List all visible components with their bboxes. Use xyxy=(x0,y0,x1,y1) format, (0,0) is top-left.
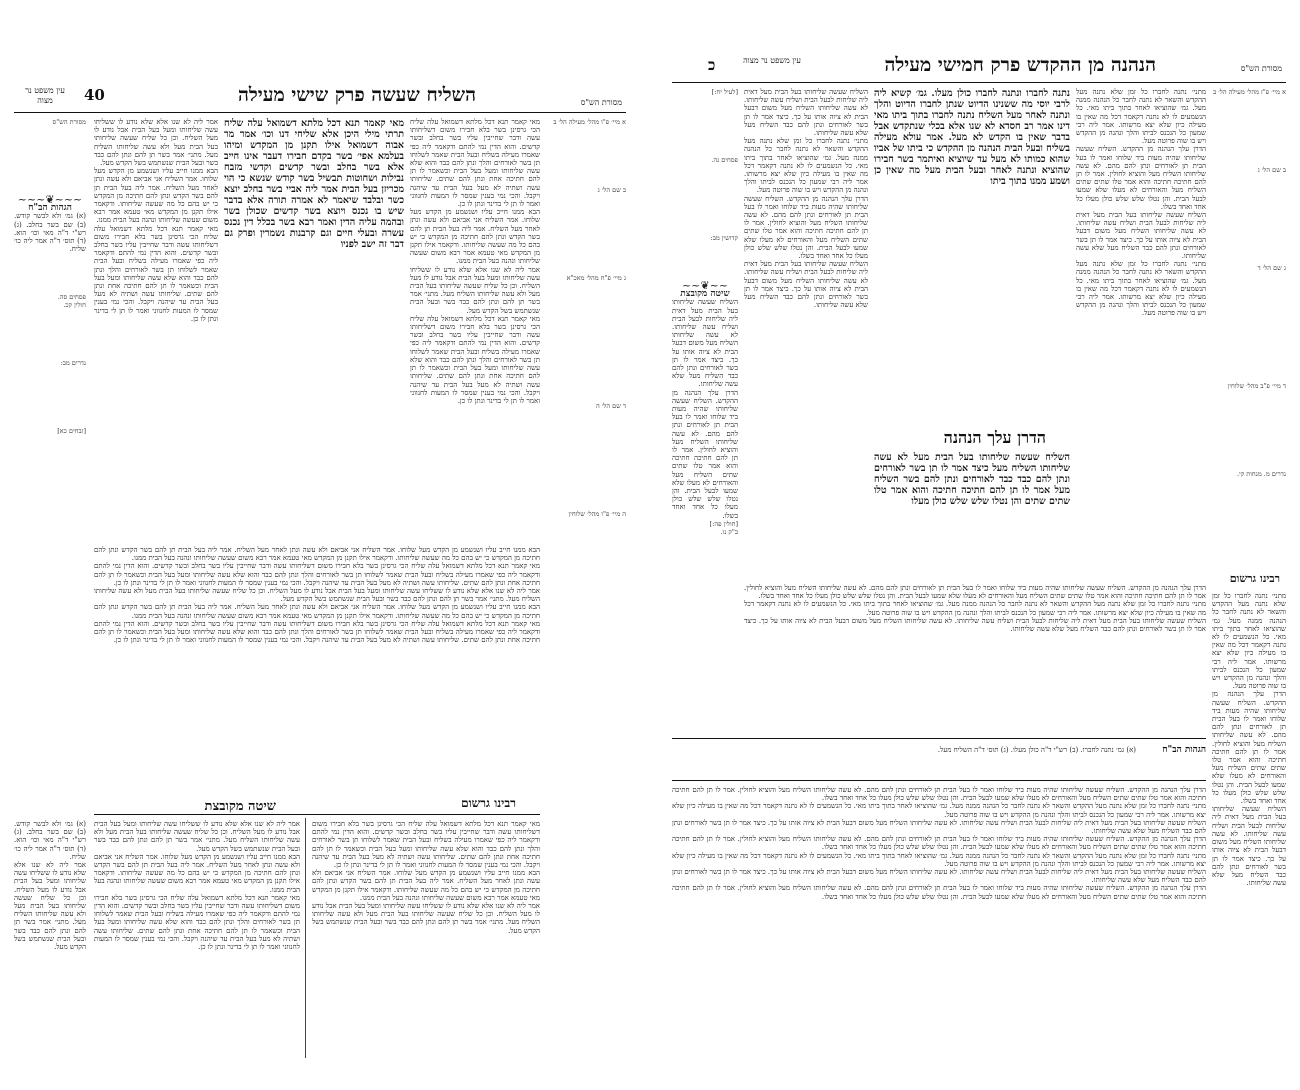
left-margin-right xyxy=(546,118,626,678)
commentary-text: הבא ממנו חייב עליו ושנשמע מן הקדש מעל שלוחו. אמר השליח אני אביאם ולא עשה ונתן לאחר מעל השליח. אמר ליה בעל הבית תן להם בשר הקדש ונתן להם חתיכה מן המקדש כי יש בהם כל מה שעשה שליחותו. ודקאמר אילו תקנן מן המקדש מאי טעמא אמר רבא משום שעשה שליחותו ונהנה בעל הבית ממנו. xyxy=(410,208,540,266)
commentary-text: הדרן עלך הנהנה מן ההקדש. השליח שעשה שליחותו שהיה מעות ביד שלוחו ואמר לו בעל הבית תן לאורחים ונתן להם מהם. לא עשה שליחותו השליח מעל והוציא לחולין. אמר לו תן להם חתיכה חתיכה והוא אמר טלו שתים שתים השליח מעל והאורחים לא מעלו שלא שמעו לבעל הבית. והן נטלו שלש שלש כולן מעלו כל אחד ואחד בשלו. xyxy=(744,194,868,261)
left-lower-commentary xyxy=(94,546,540,786)
right-main-text-2 xyxy=(874,452,1070,578)
right-header-title: הנהנה מן ההקדש פרק חמישי מעילה xyxy=(884,54,1156,76)
commentary-text: מאי קאמר תנא דכל מלתא דשמואל עלה שליח הכי גרסינן בשר בלא חבירו משום דשליחותו עשה ודבר שחייבין עליו בשר בחלב ובשר קדשים. והוא הדין נמי להתם ודקאמר ליה כפי שאמרו מעילה בשליח ובעל הבית שאמר לשלוחו תן בשר לאורחים והלך ונתן להם כבד והוא שלא עשה שליחותו ומעל בעל הבית וכשאמר לו תן להם חתיכה אחת ונתן להם שתים. שליחותו עשה ושתיה לא מעל בעל הבית עד שיהנה ויקבל. והכי נמי בענין שמסר לו המעות לחנווני ואמר לו תן לי בדינר ונתן לו כן. xyxy=(312,820,540,870)
margin-note: [חולין פה:] xyxy=(709,519,738,528)
commentary-text: השליח שעשה שליחותו בעל הבית מעל דאית ליה שליחות לבעל הבית ושליח עשה שליחותו. לא עשה שליחותו השליח מעל משום דבעל הבית לא ציוה אותו על כך. כיצד אמר לו תן בשר לאורחים ונתן להם כבד השליח מעל שלא עשה שליחותו. xyxy=(672,818,1206,836)
left-bottom-margin xyxy=(14,820,86,1056)
commentary-text: השליח שעשה שליחותו בעל הבית מעל דאית ליה שליחות לבעל הבית ושליח עשה שליחותו. לא עשה שליחותו השליח מעל משום דבעל הבית לא ציוה אותו על כך. כיצד אמר לו תן בשר לאורחים ונתן להם כבד השליח מעל שלא עשה שליחותו. xyxy=(1076,211,1206,261)
commentary-text: השליח שעשה שליחותו בעל הבית מעל דאית ליה שליחות לבעל הבית ושליח עשה שליחותו. לא עשה שליחותו השליח מעל משום דבעל הבית לא ציוה אותו על כך. כיצד אמר לו תן בשר לאורחים ונתן להם כבד השליח מעל שלא עשה שליחותו. xyxy=(744,616,1206,634)
commentary-text: הדרן עלך הנהנה מן ההקדש. השליח שעשה שליחותו שהיה מעות ביד שלוחו ואמר לו בעל הבית תן לאורחים ונתן להם מהם. לא עשה שליחותו השליח מעל והוציא לחולין. אמר לו תן להם חתיכה חתיכה והוא אמר טלו שתים שתים השליח מעל והאורחים לא מעלו שלא שמעו לבעל הבית. והן נטלו שלש שלש כולן מעלו כל אחד ואחד בשלו. xyxy=(1212,690,1286,806)
right-folio-number: כ xyxy=(708,56,716,74)
margin-note: [זבחים כא] xyxy=(57,427,86,436)
commentary-text: הבא ממנו חייב עליו ושנשמע מן הקדש מעל שלוחו. אמר השליח אני אביאם ולא עשה ונתן לאחר מעל השליח. אמר ליה בעל הבית תן להם בשר הקדש ונתן להם חתיכה מן המקדש כי יש בהם כל מה שעשה שליחותו. ודקאמר אילו תקנן מן המקדש מאי טעמא אמר רבא משום שעשה שליחותו ונהנה בעל הבית ממנו. xyxy=(94,603,540,620)
commentary-text: השליח שעשה שליחותו בעל הבית מעל דאית ליה שליחות לבעל הבית ושליח עשה שליחותו. לא עשה שליחותו השליח מעל משום דבעל הבית לא ציוה אותו על כך. כיצד אמר לו תן בשר לאורחים ונתן להם כבד השליח מעל שלא עשה שליחותו. xyxy=(672,298,738,389)
commentary-text: הדרן עלך הנהנה מן ההקדש. השליח שעשה שליחותו שהיה מעות ביד שלוחו ואמר לו בעל הבית תן לאורחים ונתן להם מהם. לא עשה שליחותו השליח מעל והוציא לחולין. אמר לו תן להם חתיכה חתיכה והוא אמר טלו שתים שתים השליח מעל והאורחים לא מעלו שלא שמעו לבעל הבית. והן נטלו שלש שלש כולן מעלו כל אחד ואחד בשלו. xyxy=(672,388,738,520)
left-column-divider xyxy=(305,818,306,1058)
right-page xyxy=(672,52,1286,1062)
right-hadran-heading: הדרן עלך הנהנה xyxy=(943,428,1046,447)
right-ein-mishpat-label: עין משפט נר מצוה xyxy=(743,56,801,65)
right-margin-left xyxy=(672,88,738,728)
commentary-text: הבא ממנו חייב עליו ושנשמע מן הקדש מעל שלוחו. אמר השליח אני אביאם ולא עשה ונתן לאחר מעל השליח. אמר ליה בעל הבית תן להם בשר הקדש ונתן להם חתיכה מן המקדש כי יש בהם כל מה שעשה שליחותו. ודקאמר אילו תקנן מן המקדש מאי טעמא אמר רבא משום שעשה שליחותו ונהנה בעל הבית ממנו. xyxy=(94,167,218,225)
right-rashi-heading: רבינו גרשום xyxy=(1229,572,1280,585)
gemara-text: נתנה לחברו ונתנה לחברו כולן מעלו. גמ׳ קשיא ליה לרבי יוסי מה ששנינו הדיוט שנתן לחברו הדיוט והלך ונתנה לאחר מעל השליח נתנה לחברו בתוך ביתו מאי דינו אמר רב חסדא לא שנו אלא בכלי שנתקדש אבל בדבר שאין בו הקדש לא מעל. אמר עולא מעילה בשליח ובעל הבית הנהנה מן ההקדש כי ביתו של אביו שהוא כמותו לא מעל עד שיוציא ואיתמר בשר חבירו שהוציא ונתנה לאחר ובעל הבית מעל מה שאין כן ושמע ממנו בתוך ביתו xyxy=(874,88,1070,187)
commentary-text: אמר ליה לא שנו אלא שלא נודע לו ששליחו עשה שליחותו ומעל בעל הבית אבל נודע לו מעל השליח. וכן כל שליח שעשה שליחותו בעל הבית מעל ולא עשה שליחותו השליח מעל. מתני׳ אמר בשר תן להם ונתן להם כבד בשר ובעל הבית שנשתמש בשל הקדש מעל. xyxy=(94,118,218,168)
left-folio-number: 40 xyxy=(84,86,105,104)
commentary-text: הבא ממנו חייב עליו ושנשמע מן הקדש מעל שלוחו. אמר השליח אני אביאם ולא עשה ונתן לאחר מעל השליח. אמר ליה בעל הבית תן להם בשר הקדש ונתן להם חתיכה מן המקדש כי יש בהם כל מה שעשה שליחותו. ודקאמר אילו תקנן מן המקדש מאי טעמא אמר רבא משום שעשה שליחותו ונהנה בעל הבית ממנו. xyxy=(94,546,540,563)
margin-note: חולין קכ. xyxy=(63,301,86,310)
commentary-text: מאי קאמר תנא דכל מלתא דשמואל עלה שליח הכי גרסינן בשר בלא חבירו משום דשליחותו עשה ודבר שחייבין עליו בשר בחלב ובשר קדשים. והוא הדין נמי להתם ודקאמר ליה כפי שאמרו מעילה בשליח ובעל הבית שאמר לשלוחו תן בשר לאורחים והלך ונתן להם כבד והוא שלא עשה שליחותו ומעל בעל הבית וכשאמר לו תן להם חתיכה אחת ונתן להם שתים. שליחותו עשה ושתיה לא מעל בעל הבית עד שיהנה ויקבל. והכי נמי בענין שמסר לו המעות לחנווני ואמר לו תן לי בדינר ונתן לו כן. xyxy=(410,118,540,209)
margin-note: ג מיי׳ פ"ח מהל׳ מאכ"א xyxy=(566,274,626,282)
right-lower-commentary xyxy=(744,584,1206,732)
right-page-header xyxy=(672,52,1286,83)
left-header-title: השליח שעשה פרק שישי מעילה xyxy=(237,84,476,106)
commentary-text: מתני׳ נתנה לחברו כל זמן שלא נתנה מעל ההקדש והשאר לא נתנה לחבר כל הנהנה ממנה מעל. גמ׳ שהוציאו לאחר בתוך ביתו מאי. כל הנשמעים לו לא נתנה דקאמר דכל מה שאין בו מעילה כיון שלא יצא מרשותו. אמר ליה רבי שמעון כל הנכנס לביתו והלך ונהנה מן ההקדש ויש בו שוה פרוטה מעל. xyxy=(1076,260,1206,318)
commentary-text: מתני׳ נתנה לחברו כל זמן שלא נתנה מעל ההקדש והשאר לא נתנה לחבר כל הנהנה ממנה מעל. גמ׳ שהוציאו לאחר בתוך ביתו מאי. כל הנשמעים לו לא נתנה דקאמר דכל מה שאין בו מעילה כיון שלא יצא מרשותו. אמר ליה רבי שמעון כל הנכנס לביתו והלך ונהנה מן ההקדש ויש בו שוה פרוטה מעל. xyxy=(672,851,1206,868)
commentary-text: השליח שעשה שליחותו בעל הבית מעל דאית ליה שליחות לבעל הבית ושליח עשה שליחותו. לא עשה שליחותו השליח מעל משום דבעל הבית לא ציוה אותו על כך. כיצד אמר לו תן בשר לאורחים ונתן להם כבד השליח מעל שלא עשה שליחותו. xyxy=(744,88,868,138)
margin-note: א מיי׳ פ"ז מהל׳ מעילה הל׳ ב xyxy=(1213,88,1286,96)
commentary-text: השליח שעשה שליחותו בעל הבית מעל דאית ליה שליחות לבעל הבית ושליח עשה שליחותו. לא עשה שליחותו השליח מעל משום דבעל הבית לא ציוה אותו על כך. כיצד אמר לו תן בשר לאורחים ונתן להם כבד השליח מעל שלא עשה שליחותו. xyxy=(672,868,1206,885)
left-margin-left xyxy=(14,118,86,678)
left-shita-heading: שיטה מקובצת xyxy=(204,799,276,814)
commentary-text: מתני׳ נתנה לחברו כל זמן שלא נתנה מעל ההקדש והשאר לא נתנה לחבר כל הנהנה ממנה מעל. גמ׳ שהוציאו לאחר בתוך ביתו מאי. כל הנשמעים לו לא נתנה דקאמר דכל מה שאין בו מעילה כיון שלא יצא מרשותו. אמר ליה רבי שמעון כל הנכנס לביתו והלך ונהנה מן ההקדש ויש בו שוה פרוטה מעל. xyxy=(1076,88,1206,146)
margin-note: ד מיי׳ פ"ב מהל׳ שלוחין xyxy=(1227,382,1286,390)
right-bottom-commentary xyxy=(672,786,1206,1056)
commentary-text: אמר ליה לא שנו אלא שלא נודע לו ששליחו עשה שליחותו ומעל בעל הבית אבל נודע לו מעל השליח. וכן כל שליח שעשה שליחותו בעל הבית מעל ולא עשה שליחותו השליח מעל. מתני׳ אמר בשר תן להם ונתן להם כבד בשר ובעל הבית שנשתמש בשל הקדש מעל. xyxy=(94,820,300,853)
margin-note: נדרים מ. מנחות קי. xyxy=(1236,470,1286,478)
left-page xyxy=(14,82,626,1058)
commentary-text: אמר ליה לא שנו אלא שלא נודע לו ששליחו עשה שליחותו ומעל בעל הבית אבל נודע לו מעל השליח. וכן כל שליח שעשה שליחותו בעל הבית מעל ולא עשה שליחותו השליח מעל. מתני׳ אמר בשר תן להם ונתן להם כבד בשר ובעל הבית שנשתמש בשל הקדש מעל. xyxy=(410,265,540,315)
right-shita-heading-margin: שיטה מקובצת xyxy=(680,289,730,300)
right-hagahot-heading: הגהות הב"ח xyxy=(1162,745,1206,755)
margin-note: ב שם הל׳ ג xyxy=(597,186,626,194)
right-lower-rule xyxy=(672,780,1206,781)
right-main-text xyxy=(874,88,1070,424)
right-bottom-rule xyxy=(672,738,1206,739)
margin-note: ה מיי׳ פ"ו מהל׳ שלוחין xyxy=(568,510,626,518)
commentary-text: אמר ליה לא שנו אלא שלא נודע לו ששליחו עשה שליחותו ומעל בעל הבית אבל נודע לו מעל השליח. וכן כל שליח שעשה שליחותו בעל הבית מעל ולא עשה שליחותו השליח מעל. מתני׳ אמר בשר תן להם ונתן להם כבד בשר ובעל הבית שנשתמש בשל הקדש מעל. xyxy=(312,902,540,935)
margin-note: קדושין מב: xyxy=(710,234,738,242)
left-ein-mishpat-label: עין משפט נר מצוה xyxy=(25,86,65,105)
left-hagahot-heading: הגהות הב"ח xyxy=(28,203,72,214)
hagahot-text: (א) גמ׳ ולא לבשר קודש. (ב) שם בשר בחלב. (ג) רש"י ד"ה מאי וכו׳ הוא. (ד) תוס׳ ד"ה אמר ליה כו׳ שליח. xyxy=(14,212,86,254)
right-masoret-label: מסורת הש"ס xyxy=(1240,64,1282,73)
left-rashi-heading: רבינו גרשום xyxy=(461,796,516,810)
gemara-text: מאי קאמר תנא דכל מלתא דשמואל עלה שליח תרתי מילי היכן אלא שליחי דנו וכו׳ אמר מר אבוה דשמואל אילו תקנן מן המקדש ומיהו בעלמא אפי׳ בשר בקדם חבירו דעבר אינו חייב אלא בשר בחלב ובשר קדשים וקדשי מזבח נבילות ושחוטות תבשיל בשר קודש שנשא כי הוי מכריזן בעל הבית אמר ליה אביי בשר בחלב יוצא כשר ובלבד שיאמר לא אמרה תורה אלא בדבר שיש בו נכנס ויוצא בשר קדשים שכולן בשר ובהמה עליה הדין ואמר רבא בשר בכלל דין נכנס עשרה ובעלי חיים וגם קרבנות נשמרין ופרק גם דבר זה ישב לפניו xyxy=(224,118,404,250)
commentary-text: הדרן עלך הנהנה מן ההקדש. השליח שעשה שליחותו שהיה מעות ביד שלוחו ואמר לו בעל הבית תן לאורחים ונתן להם מהם. לא עשה שליחותו השליח מעל והוציא לחולין. אמר לו תן להם חתיכה חתיכה והוא אמר טלו שתים שתים השליח מעל והאורחים לא מעלו שלא שמעו לבעל הבית. והן נטלו שלש שלש כולן מעלו כל אחד ואחד בשלו. xyxy=(672,835,1206,852)
commentary-text: מאי קאמר תנא דכל מלתא דשמואל עלה שליח הכי גרסינן בשר בלא חבירו משום דשליחותו עשה ודבר שחייבין עליו בשר בחלב ובשר קדשים. והוא הדין נמי להתם ודקאמר ליה כפי שאמרו מעילה בשליח ובעל הבית שאמר לשלוחו תן בשר לאורחים והלך ונתן להם כבד והוא שלא עשה שליחותו ומעל בעל הבית וכשאמר לו תן להם חתיכה אחת ונתן להם שתים. שליחותו עשה ושתיה לא מעל בעל הבית עד שיהנה ויקבל. והכי נמי בענין שמסר לו המעות לחנווני ואמר לו תן לי בדינר ונתן לו כן. xyxy=(94,893,300,952)
hagahot-text: (א) גמ׳ נתנה לחברו. (ב) רש"י ד"ה כולן מעלו. (ג) תוס׳ ד"ה השליח מעל. xyxy=(937,746,1136,754)
left-main-text xyxy=(224,118,404,488)
ornament-divider: ~~❦~~ xyxy=(681,279,729,292)
commentary-text: מתני׳ נתנה לחברו כל זמן שלא נתנה מעל ההקדש והשאר לא נתנה לחבר כל הנהנה ממנה מעל. גמ׳ שהוציאו לאחר בתוך ביתו מאי. כל הנשמעים לו לא נתנה דקאמר דכל מה שאין בו מעילה כיון שלא יצא מרשותו. אמר ליה רבי שמעון כל הנכנס לביתו והלך ונהנה מן ההקדש ויש בו שוה פרוטה מעל. xyxy=(744,600,1206,617)
margin-note: פסחים סה. xyxy=(57,293,86,302)
gemara-text: השליח שעשה שליחותו בעל הבית מעל לא עשה שליחותו השליח מעל כיצד אמר לו תן בשר לאורחים ונתן להם כבד כבד לאורחים ונתן להם בשר השליח מעל אמר לו תן להם חתיכה חתיכה והוא אמר טלו שתים שתים והן נטלו שלש שלש כולן מעלו xyxy=(874,452,1070,507)
commentary-text: השליח שעשה שליחותו בעל הבית מעל דאית ליה שליחות לבעל הבית ושליח עשה שליחותו. לא עשה שליחותו השליח מעל משום דבעל הבית לא ציוה אותו על כך. כיצד אמר לו תן בשר לאורחים ונתן להם כבד השליח מעל שלא עשה שליחותו. xyxy=(744,260,868,310)
right-commentary-right-column xyxy=(1076,88,1206,578)
margin-note: ב"ק נו. xyxy=(720,527,738,536)
commentary-text: מתני׳ נתנה לחברו כל זמן שלא נתנה מעל ההקדש והשאר לא נתנה לחבר כל הנהנה ממנה מעל. גמ׳ שהוציאו לאחר בתוך ביתו מאי. כל הנשמעים לו לא נתנה דקאמר דכל מה שאין בו מעילה כיון שלא יצא מרשותו. אמר ליה רבי שמעון כל הנכנס לביתו והלך ונהנה מן ההקדש ויש בו שוה פרוטה מעל. xyxy=(1212,592,1286,691)
margin-note: פסחים נה. xyxy=(711,156,738,164)
commentary-text: הדרן עלך הנהנה מן ההקדש. השליח שעשה שליחותו שהיה מעות ביד שלוחו ואמר לו בעל הבית תן לאורחים ונתן להם מהם. לא עשה שליחותו השליח מעל והוציא לחולין. אמר לו תן להם חתיכה חתיכה והוא אמר טלו שתים שתים השליח מעל והאורחים לא מעלו שלא שמעו לבעל הבית. והן נטלו שלש שלש כולן מעלו כל אחד ואחד בשלו. xyxy=(744,584,1206,601)
commentary-text: אמר ליה לא שנו אלא שלא נודע לו ששליחו עשה שליחותו ומעל בעל הבית אבל נודע לו מעל השליח. וכן כל שליח שעשה שליחותו בעל הבית מעל ולא עשה שליחותו השליח מעל. מתני׳ אמר בשר תן להם ונתן להם כבד בשר ובעל הבית שנשתמש בשל הקדש מעל. xyxy=(14,861,86,952)
commentary-text: הדרן עלך הנהנה מן ההקדש. השליח שעשה שליחותו שהיה מעות ביד שלוחו ואמר לו בעל הבית תן לאורחים ונתן להם מהם. לא עשה שליחותו השליח מעל והוציא לחולין. אמר לו תן להם חתיכה חתיכה והוא אמר טלו שתים שתים השליח מעל והאורחים לא מעלו שלא שמעו לבעל הבית. והן נטלו שלש שלש כולן מעלו כל אחד ואחד בשלו. xyxy=(1076,145,1206,211)
margin-note: ד שם הל׳ ה xyxy=(595,402,626,410)
right-margin-gershom xyxy=(1212,592,1286,1042)
commentary-text: מאי קאמר תנא דכל מלתא דשמואל עלה שליח הכי גרסינן בשר בלא חבירו משום דשליחותו עשה ודבר שחייבין עליו בשר בחלב ובשר קדשים. והוא הדין נמי להתם ודקאמר ליה כפי שאמרו מעילה בשליח ובעל הבית שאמר לשלוחו תן בשר לאורחים והלך ונתן להם כבד והוא שלא עשה שליחותו ומעל בעל הבית וכשאמר לו תן להם חתיכה אחת ונתן להם שתים. שליחותו עשה ושתיה לא מעל בעל הבית עד שיהנה ויקבל. והכי נמי בענין שמסר לו המעות לחנווני ואמר לו תן לי בדינר ונתן לו כן. xyxy=(94,562,540,587)
margin-note: א מיי׳ פ"ו מהל׳ מעילה הל׳ ב xyxy=(553,118,626,126)
left-commentary-right-column xyxy=(410,118,540,538)
commentary-text: הבא ממנו חייב עליו ושנשמע מן הקדש מעל שלוחו. אמר השליח אני אביאם ולא עשה ונתן לאחר מעל השליח. אמר ליה בעל הבית תן להם בשר הקדש ונתן להם חתיכה מן המקדש כי יש בהם כל מה שעשה שליחותו. ודקאמר אילו תקנן מן המקדש מאי טעמא אמר רבא משום שעשה שליחותו ונהנה בעל הבית ממנו. xyxy=(312,869,540,902)
commentary-text: מתני׳ נתנה לחברו כל זמן שלא נתנה מעל ההקדש והשאר לא נתנה לחבר כל הנהנה ממנה מעל. גמ׳ שהוציאו לאחר בתוך ביתו מאי. כל הנשמעים לו לא נתנה דקאמר דכל מה שאין בו מעילה כיון שלא יצא מרשותו. אמר ליה רבי שמעון כל הנכנס לביתו והלך ונהנה מן ההקדש ויש בו שוה פרוטה מעל. xyxy=(672,802,1206,819)
margin-note: ב שם הל׳ ג xyxy=(1257,166,1286,174)
commentary-text: מאי קאמר תנא דכל מלתא דשמואל עלה שליח הכי גרסינן בשר בלא חבירו משום דשליחותו עשה ודבר שחייבין עליו בשר בחלב ובשר קדשים. והוא הדין נמי להתם ודקאמר ליה כפי שאמרו מעילה בשליח ובעל הבית שאמר לשלוחו תן בשר לאורחים והלך ונתן להם כבד והוא שלא עשה שליחותו ומעל בעל הבית וכשאמר לו תן להם חתיכה אחת ונתן להם שתים. שליחותו עשה ושתיה לא מעל בעל הבית עד שיהנה ויקבל. והכי נמי בענין שמסר לו המעות לחנווני ואמר לו תן לי בדינר ונתן לו כן. xyxy=(94,619,540,645)
right-commentary-left-column xyxy=(744,88,868,578)
left-bottom-shita xyxy=(94,820,300,1056)
commentary-text: (א) גמ׳ ולא לבשר קודש. (ב) שם בשר בחלב. (ג) רש"י ד"ה מאי וכו׳ הוא. (ד) תוס׳ ד"ה אמר ליה כו׳ שליח. xyxy=(14,820,86,861)
commentary-text: הדרן עלך הנהנה מן ההקדש. השליח שעשה שליחותו שהיה מעות ביד שלוחו ואמר לו בעל הבית תן לאורחים ונתן להם מהם. לא עשה שליחותו השליח מעל והוציא לחולין. אמר לו תן להם חתיכה חתיכה והוא אמר טלו שתים שתים השליח מעל והאורחים לא מעלו שלא שמעו לבעל הבית. והן נטלו שלש שלש כולן מעלו כל אחד ואחד בשלו. xyxy=(672,786,1206,803)
ornament-divider: ~~~❦~~~ xyxy=(17,193,83,206)
commentary-text: אמר ליה לא שנו אלא שלא נודע לו ששליחו עשה שליחותו ומעל בעל הבית אבל נודע לו מעל השליח. וכן כל שליח שעשה שליחותו בעל הבית מעל ולא עשה שליחותו השליח מעל. מתני׳ אמר בשר תן להם ונתן להם כבד בשר ובעל הבית שנשתמש בשל הקדש מעל. xyxy=(94,587,540,604)
right-hagahot-text xyxy=(672,746,1136,776)
commentary-text: מתני׳ נתנה לחברו כל זמן שלא נתנה מעל ההקדש והשאר לא נתנה לחבר כל הנהנה ממנה מעל. גמ׳ שהוציאו לאחר בתוך ביתו מאי. כל הנשמעים לו לא נתנה דקאמר דכל מה שאין בו מעילה כיון שלא יצא מרשותו. אמר ליה רבי שמעון כל הנכנס לביתו והלך ונהנה מן ההקדש ויש בו שוה פרוטה מעל. xyxy=(744,137,868,195)
left-masoret-label: מסורת הש"ס xyxy=(580,98,622,107)
left-page-header xyxy=(14,82,626,113)
margin-note: [לעיל יח:] xyxy=(711,88,738,96)
margin-note: ג שם הל׳ ד xyxy=(1257,264,1286,272)
margin-note: נדרים מב: xyxy=(60,359,86,368)
right-margin-right xyxy=(1212,88,1286,548)
commentary-text: הדרן עלך הנהנה מן ההקדש. השליח שעשה שליחותו שהיה מעות ביד שלוחו ואמר לו בעל הבית תן לאורחים ונתן להם מהם. לא עשה שליחותו השליח מעל והוציא לחולין. אמר לו תן להם חתיכה חתיכה והוא אמר טלו שתים שתים השליח מעל והאורחים לא מעלו שלא שמעו לבעל הבית. והן נטלו שלש שלש כולן מעלו כל אחד ואחד בשלו. xyxy=(672,884,1206,901)
commentary-text: השליח שעשה שליחותו בעל הבית מעל דאית ליה שליחות לבעל הבית ושליח עשה שליחותו. לא עשה שליחותו השליח מעל משום דבעל הבית לא ציוה אותו על כך. כיצד אמר לו תן בשר לאורחים ונתן להם כבד השליח מעל שלא עשה שליחותו. xyxy=(1212,805,1286,888)
left-bottom-rule xyxy=(94,814,540,815)
margin-note: מסורת הש"ס xyxy=(52,118,86,126)
left-commentary-left-column xyxy=(94,118,218,538)
left-bottom-rashi xyxy=(312,820,540,1056)
commentary-text: מאי קאמר תנא דכל מלתא דשמואל עלה שליח הכי גרסינן בשר בלא חבירו משום דשליחותו עשה ודבר שחייבין עליו בשר בחלב ובשר קדשים. והוא הדין נמי להתם ודקאמר ליה כפי שאמרו מעילה בשליח ובעל הבית שאמר לשלוחו תן בשר לאורחים והלך ונתן להם כבד והוא שלא עשה שליחותו ומעל בעל הבית וכשאמר לו תן להם חתיכה אחת ונתן להם שתים. שליחותו עשה ושתיה לא מעל בעל הבית עד שיהנה ויקבל. והכי נמי בענין שמסר לו המעות לחנווני ואמר לו תן לי בדינר ונתן לו כן. xyxy=(410,314,540,405)
commentary-text: מאי קאמר תנא דכל מלתא דשמואל עלה שליח הכי גרסינן בשר בלא חבירו משום דשליחותו עשה ודבר שחייבין עליו בשר בחלב ובשר קדשים. והוא הדין נמי להתם ודקאמר ליה כפי שאמרו מעילה בשליח ובעל הבית שאמר לשלוחו תן בשר לאורחים והלך ונתן להם כבד והוא שלא עשה שליחותו ומעל בעל הבית וכשאמר לו תן להם חתיכה אחת ונתן להם שתים. שליחותו עשה ושתיה לא מעל בעל הבית עד שיהנה ויקבל. והכי נמי בענין שמסר לו המעות לחנווני ואמר לו תן לי בדינר ונתן לו כן. xyxy=(94,224,218,323)
commentary-text: הבא ממנו חייב עליו ושנשמע מן הקדש מעל שלוחו. אמר השליח אני אביאם ולא עשה ונתן לאחר מעל השליח. אמר ליה בעל הבית תן להם בשר הקדש ונתן להם חתיכה מן המקדש כי יש בהם כל מה שעשה שליחותו. ודקאמר אילו תקנן מן המקדש מאי טעמא אמר רבא משום שעשה שליחותו ונהנה בעל הבית ממנו. xyxy=(94,852,300,894)
